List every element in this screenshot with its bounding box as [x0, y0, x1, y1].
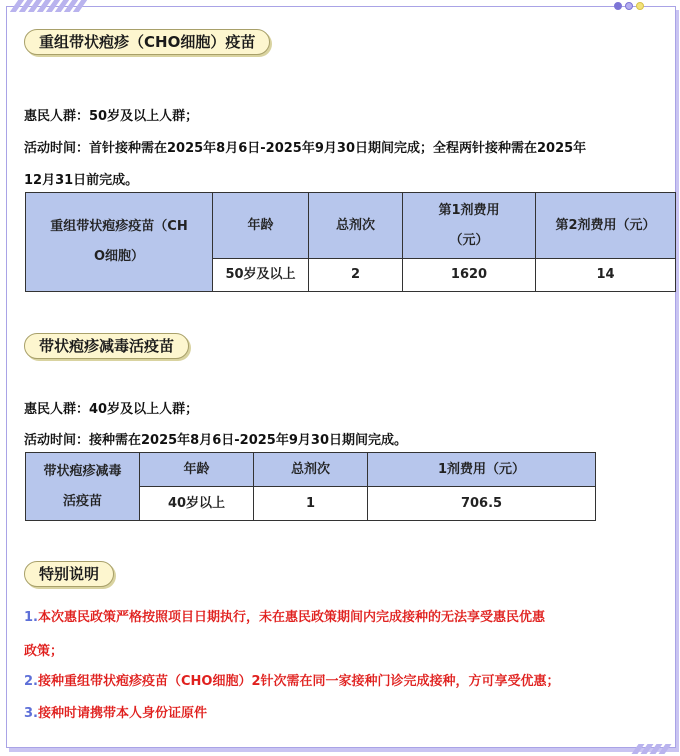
note-2: 2.接种重组带状疱疹疫苗（CHO细胞）2针次需在同一家接种门诊完成接种，方可享受优惠； — [24, 674, 560, 689]
section1-cell-dose1-fee: 1620 — [403, 259, 536, 292]
section2-title-pill: 带状疱疹减毒活疫苗 — [24, 333, 189, 359]
section2-header-age: 年龄 — [140, 453, 254, 487]
section1-time-line2: 12月31日前完成。 — [24, 173, 139, 188]
section2-audience: 惠民人群：40岁及以上人群； — [24, 402, 199, 417]
note-3: 3.接种时请携带本人身份证原件 — [24, 706, 207, 721]
section2-time-line: 活动时间：接种需在2025年8月6日-2025年9月30日期间完成。 — [24, 433, 407, 448]
section1-header-age: 年龄 — [213, 193, 309, 259]
section1-cell-age: 50岁及以上 — [213, 259, 309, 292]
section2-cell-fee: 706.5 — [368, 487, 596, 521]
decorative-stripes — [14, 0, 83, 12]
section3-title-pill: 特别说明 — [24, 561, 114, 587]
section1-vaccine-name-cell: 重组带状疱疹疫苗（CH O细胞） — [26, 193, 213, 292]
section1-price-table — [25, 192, 676, 292]
section1-title-pill: 重组带状疱疹（CHO细胞）疫苗 — [24, 29, 270, 55]
section2-price-table — [25, 452, 596, 521]
decorative-dots — [614, 2, 644, 10]
section1-header-dose2-fee: 第2剂费用（元） — [536, 193, 676, 259]
section2-header-fee: 1剂费用（元） — [368, 453, 596, 487]
section2-vaccine-name-cell: 带状疱疹减毒 活疫苗 — [26, 453, 140, 521]
section1-time-line1: 活动时间：首针接种需在2025年8月6日-2025年9月30日期间完成；全程两针接种需在2025年 — [24, 141, 587, 156]
note-1: 1.本次惠民政策严格按照项目日期执行，未在惠民政策期间内完成接种的无法享受惠民优惠 政策； — [24, 610, 545, 659]
section1-header-doses: 总剂次 — [309, 193, 403, 259]
section2-header-doses: 总剂次 — [254, 453, 368, 487]
section1-audience: 惠民人群：50岁及以上人群； — [24, 109, 199, 124]
section2-cell-doses: 1 — [254, 487, 368, 521]
section1-cell-dose2-fee: 14 — [536, 259, 676, 292]
section2-cell-age: 40岁以上 — [140, 487, 254, 521]
decorative-corner-stripes — [635, 744, 668, 754]
section1-cell-doses: 2 — [309, 259, 403, 292]
section1-header-dose1-fee: 第1剂费用 （元） — [403, 193, 536, 259]
